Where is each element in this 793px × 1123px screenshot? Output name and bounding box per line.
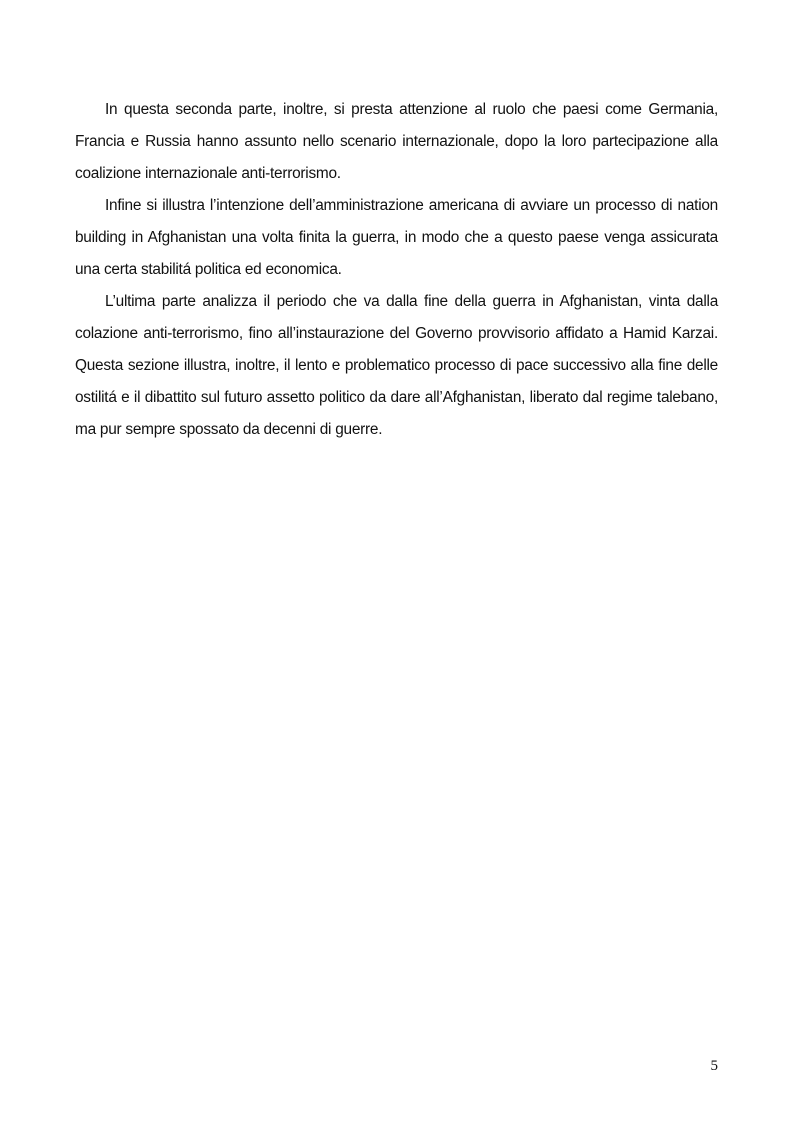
body-text	[75, 94, 718, 446]
paragraph-2: Infine si illustra l’intenzione dell’amministrazione americana di avviare un processo di nation building in Afghanistan una volta finita la guerra, in modo che a questo paese venga assicurata una certa stabilitá politica ed economica.	[75, 197, 718, 278]
page-number: 5	[710, 1058, 718, 1074]
paragraph-1: In questa seconda parte, inoltre, si presta attenzione al ruolo che paesi come Germania, Francia e Russia hanno assunto nello scenario internazionale, dopo la loro partecipazione alla coalizione internazionale anti-terrorismo.	[75, 101, 718, 182]
paragraph-3: L’ultima parte analizza il periodo che va dalla fine della guerra in Afghanistan, vinta dalla colazione anti-terrorismo, fino all’instaurazione del Governo provvisorio affidato a Hamid Karzai. Questa sezione illustra, inoltre, il lento e problematico processo di pace successivo alla fine delle ostilitá e il dibattito sul futuro assetto politico da dare all’Afghanistan, liberato dal regime talebano, ma pur sempre spossato da decenni di guerre.	[75, 293, 718, 438]
